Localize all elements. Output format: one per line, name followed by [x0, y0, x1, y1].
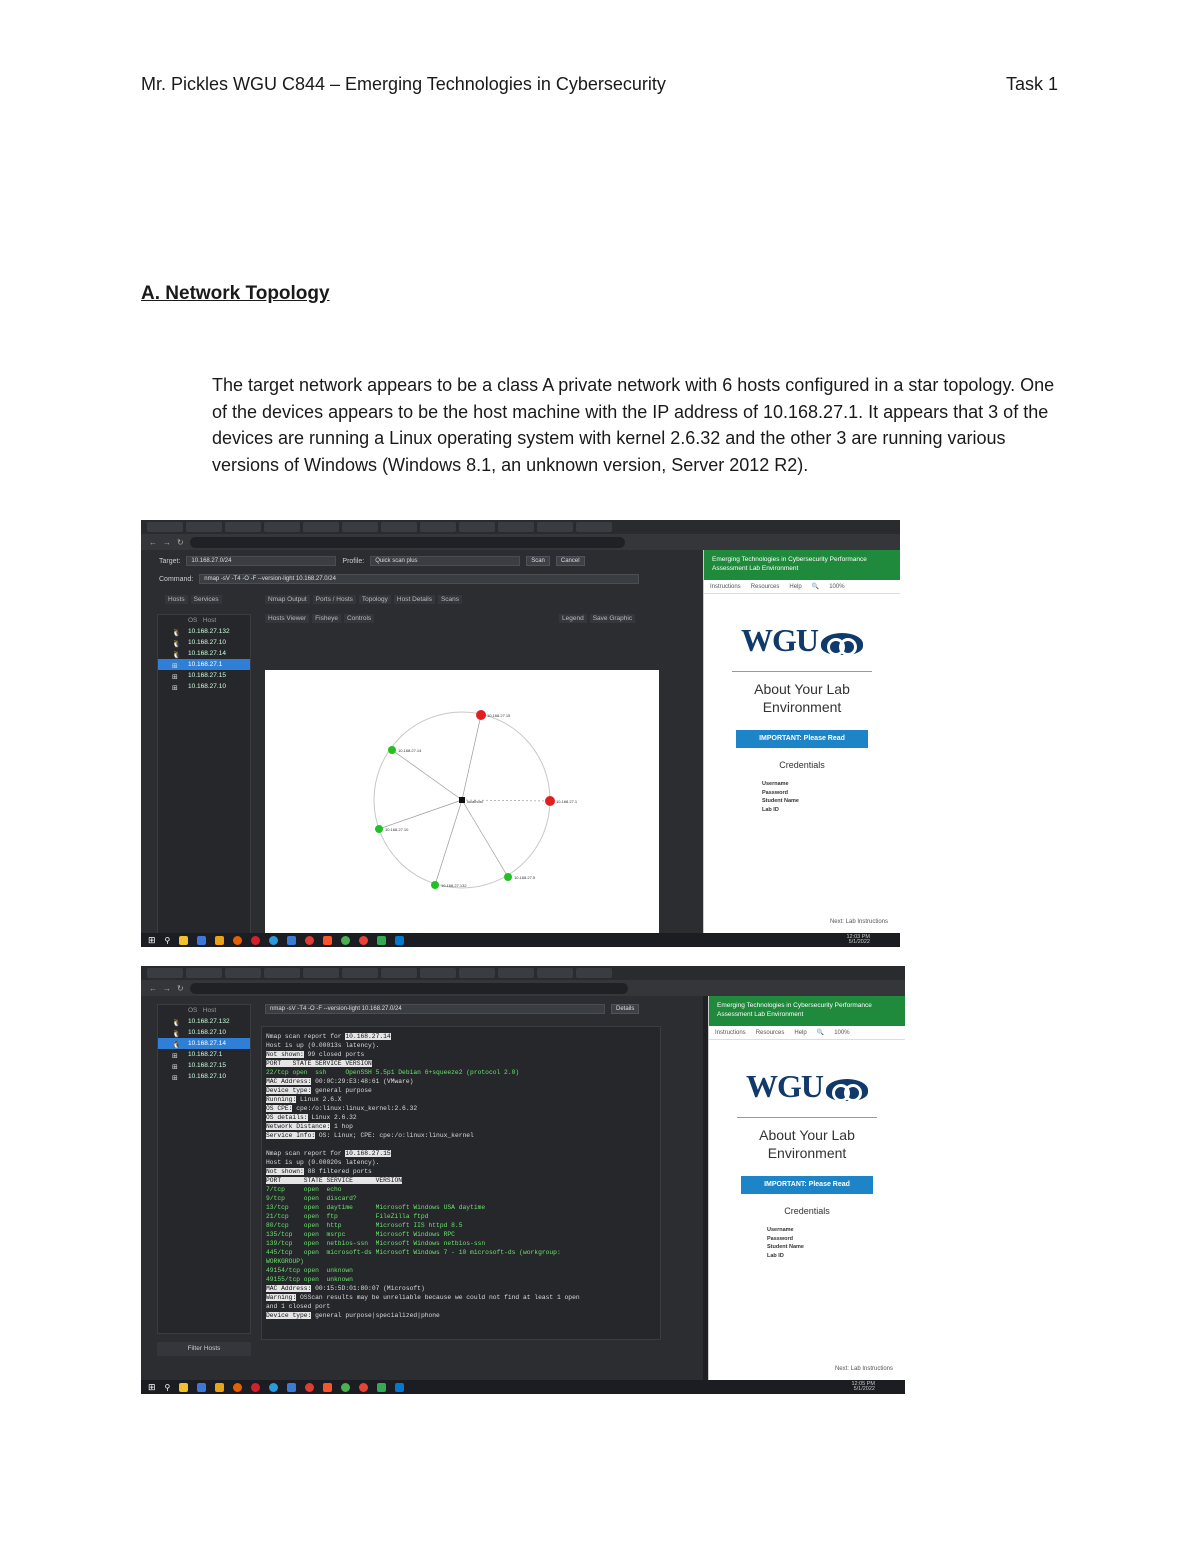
os-column-header[interactable]: OS	[188, 617, 198, 624]
edge-icon[interactable]	[269, 936, 278, 945]
wgu-logo: WGU	[709, 1068, 905, 1105]
about-heading	[709, 1126, 905, 1162]
output-line: 49154/tcp open unknown	[266, 1267, 353, 1274]
student-name-label: Student Name	[762, 798, 799, 804]
side-panel-tabs	[709, 1026, 905, 1040]
credentials-list	[762, 780, 900, 814]
windows-icon: ⊞	[172, 663, 178, 670]
host-row-selected[interactable]	[158, 659, 250, 670]
host-list-header	[158, 1005, 250, 1016]
output-line: Nmap scan report for 10.168.27.14	[266, 1033, 391, 1040]
topology-edge	[462, 715, 481, 800]
profile-label: Profile:	[342, 557, 365, 565]
word-icon[interactable]	[197, 1383, 206, 1392]
topology-toolbar	[265, 614, 374, 623]
browser-tab[interactable]	[459, 968, 495, 978]
output-line: OS CPE: cpe:/o:linux:linux_kernel:2.6.32	[266, 1105, 418, 1112]
output-line: 13/tcp open daytime Microsoft Windows USA daytime	[266, 1204, 486, 1211]
details-button[interactable]: Details	[611, 1004, 639, 1014]
output-line: Host is up (0.00020s latency).	[266, 1159, 380, 1166]
linux-icon: 🐧	[172, 1042, 181, 1049]
topology-node[interactable]	[388, 746, 396, 754]
taskbar-clock	[846, 935, 870, 945]
browser-tab-bar	[141, 966, 905, 980]
scan-button[interactable]: Scan	[526, 556, 550, 566]
chrome-icon[interactable]	[341, 936, 350, 945]
back-icon[interactable]: ←	[149, 537, 157, 547]
tab-ports-hosts[interactable]: Ports / Hosts	[313, 595, 356, 604]
browser-tab[interactable]	[264, 522, 300, 532]
fisheye-button[interactable]: Fisheye	[312, 614, 341, 623]
host-list	[157, 1004, 251, 1334]
section-heading: A. Network Topology	[141, 283, 330, 304]
output-line: Service Info: OS: Linux; CPE: cpe:/o:linux:linux_kernel	[266, 1132, 474, 1139]
side-panel-subtitle: Assessment Lab Environment	[712, 565, 799, 572]
topology-edge	[435, 800, 462, 885]
side-panel-subtitle: Assessment Lab Environment	[717, 1011, 804, 1018]
host-ip: 10.168.27.15	[188, 1062, 226, 1069]
output-line: Not shown: 99 closed ports	[266, 1051, 365, 1058]
chrome-icon[interactable]	[359, 1383, 368, 1392]
host-ip: 10.168.27.1	[188, 661, 223, 668]
word-icon[interactable]	[197, 936, 206, 945]
zoom-level: 100%	[829, 583, 845, 590]
side-panel-header	[709, 996, 905, 1026]
output-line: 9/tcp open discard?	[266, 1195, 357, 1202]
body-paragraph	[212, 372, 1062, 478]
tab-instructions[interactable]: Instructions	[715, 1029, 746, 1036]
output-line: 22/tcp open ssh OpenSSH 5.5p1 Debian 6+squeeze2 (protocol 2.0)	[266, 1069, 520, 1076]
linux-icon: 🐧	[172, 630, 181, 637]
topology-node[interactable]	[545, 796, 555, 806]
topology-node-label: 10.168.27.10	[385, 827, 409, 832]
topology-node[interactable]	[431, 881, 439, 889]
topology-edge	[392, 750, 462, 800]
browser-tab[interactable]	[420, 522, 456, 532]
owl-icon	[826, 1079, 868, 1101]
output-line: and 1 closed port	[266, 1303, 331, 1310]
browser-tab[interactable]	[576, 522, 612, 532]
forward-icon[interactable]: →	[163, 537, 171, 547]
browser-tab[interactable]	[225, 522, 261, 532]
side-panel-tabs	[704, 580, 900, 594]
file-explorer-icon[interactable]	[179, 936, 188, 945]
left-tabs	[165, 595, 222, 604]
legend-button[interactable]: Legend	[559, 614, 587, 623]
zoom-icon[interactable]: 🔍	[816, 1030, 825, 1036]
topology-edge	[462, 800, 508, 877]
profile-select[interactable]: Quick scan plus	[370, 556, 520, 566]
clock-date: 5/1/2022	[848, 939, 870, 945]
output-line: 80/tcp open http Microsoft IIS httpd 8.5	[266, 1222, 463, 1229]
windows-taskbar	[141, 933, 900, 947]
controls-button[interactable]: Controls	[344, 614, 374, 623]
tab-services[interactable]: Services	[191, 595, 222, 604]
tab-nmap-output[interactable]: Nmap Output	[265, 595, 310, 604]
tab-instructions[interactable]: Instructions	[710, 583, 741, 590]
lab-side-panel	[703, 550, 900, 933]
output-line: PORT STATE SERVICE VERSION	[266, 1177, 403, 1184]
about-heading	[704, 680, 900, 716]
app-icon[interactable]	[287, 936, 296, 945]
zenmap-window	[141, 550, 703, 933]
divider	[737, 1117, 877, 1118]
chrome-icon[interactable]	[341, 1383, 350, 1392]
host-row[interactable]	[158, 670, 250, 681]
important-button[interactable]: IMPORTANT: Please Read	[736, 730, 868, 748]
cancel-button[interactable]: Cancel	[556, 556, 585, 566]
browser-tab[interactable]	[147, 968, 183, 978]
opera-icon[interactable]	[251, 1383, 260, 1392]
command-label: Command:	[159, 575, 194, 583]
host-row[interactable]	[158, 681, 250, 692]
clock-time: 12:03 PM	[846, 934, 870, 940]
next-link[interactable]: Next: Lab Instructions	[834, 1366, 893, 1372]
browser-address-bar	[141, 534, 900, 550]
tab-help[interactable]: Help	[794, 1029, 807, 1036]
username-label: Username	[762, 781, 789, 787]
host-ip: 10.168.27.10	[188, 1073, 226, 1080]
about-line-2: Environment	[767, 1145, 847, 1161]
topology-graph[interactable]	[265, 670, 659, 935]
important-button[interactable]: IMPORTANT: Please Read	[741, 1176, 873, 1194]
topology-node[interactable]	[504, 873, 512, 881]
host-ip: 10.168.27.132	[188, 628, 230, 635]
host-row-selected[interactable]	[158, 1038, 250, 1049]
clock-time: 12:05 PM	[851, 1381, 875, 1387]
topology-node-label: 10.168.27.15	[487, 713, 511, 718]
browser-tab[interactable]	[264, 968, 300, 978]
password-label: Password	[762, 789, 788, 796]
linux-icon: 🐧	[172, 1031, 181, 1038]
tab-topology[interactable]: Topology	[359, 595, 391, 604]
browser-tab[interactable]	[147, 522, 183, 532]
windows-taskbar	[141, 1380, 905, 1394]
app-icon[interactable]	[377, 936, 386, 945]
host-list	[157, 614, 251, 946]
host-ip: 10.168.27.10	[188, 639, 226, 646]
host-ip: 10.168.27.10	[188, 1029, 226, 1036]
paragraph-text: The target network appears to be a class A private network with 6 hosts configured in a star topology. One of the devices appears to be the host machine with the IP address of 10.168.27.1. It appears that 3 of the devices are running a Linux operating system with kernel 2.6.32 and the other 3 are running various versions of Windows (Windows 8.1, an unknown version, Server 2012 R2).	[212, 375, 1055, 475]
output-line: 7/tcp open echo	[266, 1186, 342, 1193]
header-task: Task 1	[1005, 74, 1058, 94]
credentials-heading: Credentials	[779, 760, 825, 770]
browser-address-bar	[141, 980, 905, 996]
output-line: MAC Address: 00:0C:29:E3:48:61 (VMware)	[266, 1078, 414, 1085]
reload-icon[interactable]: ↻	[177, 537, 184, 547]
command-row	[141, 572, 703, 586]
url-field[interactable]	[190, 537, 626, 548]
command-select[interactable]: nmap -sV -T4 -O -F --version-light 10.168.27.0/24	[265, 1004, 605, 1014]
host-row[interactable]	[158, 1027, 250, 1038]
password-label: Password	[767, 1235, 793, 1242]
hosts-viewer-button[interactable]: Hosts Viewer	[265, 614, 309, 623]
tab-hosts[interactable]: Hosts	[165, 595, 188, 604]
host-ip: 10.168.27.10	[188, 683, 226, 690]
browser-tab[interactable]	[576, 968, 612, 978]
start-icon[interactable]: ⊞	[148, 934, 156, 945]
vivaldi-icon[interactable]	[305, 1383, 314, 1392]
host-row[interactable]	[158, 626, 250, 637]
windows-icon: ⊞	[172, 674, 178, 681]
brave-icon[interactable]	[323, 1383, 332, 1392]
browser-tab[interactable]	[459, 522, 495, 532]
divider	[732, 671, 872, 672]
windows-icon: ⊞	[172, 1075, 178, 1082]
topology-edge	[379, 800, 462, 829]
linux-icon: 🐧	[172, 652, 181, 659]
host-ip: 10.168.27.1	[188, 1051, 223, 1058]
tab-host-details[interactable]: Host Details	[394, 595, 435, 604]
browser-tab[interactable]	[420, 968, 456, 978]
browser-tab[interactable]	[303, 522, 339, 532]
owl-icon	[821, 633, 863, 655]
host-column-header[interactable]: Host	[202, 617, 217, 624]
lab-id-label: Lab ID	[767, 1252, 784, 1259]
output-line: 135/tcp open msrpc Microsoft Windows RPC	[266, 1231, 455, 1238]
about-line-2: Environment	[762, 699, 842, 715]
tab-resources[interactable]: Resources	[755, 1029, 785, 1036]
output-line: 445/tcp open microsoft-ds Microsoft Windows 7 - 10 microsoft-ds (workgroup:	[266, 1249, 561, 1256]
host-list-header	[158, 615, 250, 626]
os-column-header[interactable]: OS	[188, 1007, 198, 1014]
username-label: Username	[767, 1227, 794, 1233]
browser-tab[interactable]	[342, 968, 378, 978]
browser-tab[interactable]	[186, 522, 222, 532]
browser-tab[interactable]	[381, 968, 417, 978]
zoom-icon[interactable]: 🔍	[811, 584, 820, 590]
windows-icon: ⊞	[172, 1064, 178, 1071]
start-icon[interactable]: ⊞	[148, 1381, 156, 1392]
output-line: 21/tcp open ftp FileZilla ftpd	[266, 1213, 429, 1220]
brave-icon[interactable]	[323, 936, 332, 945]
target-row	[141, 554, 703, 568]
host-row[interactable]	[158, 637, 250, 648]
app-icon[interactable]	[215, 936, 224, 945]
zenmap-window	[141, 996, 703, 1380]
output-line: MAC Address: 00:15:5D:01:80:07 (Microsoft)	[266, 1285, 425, 1292]
host-row[interactable]	[158, 1016, 250, 1027]
output-line: Network Distance: 1 hop	[266, 1123, 353, 1130]
output-line: PORT STATE SERVICE VERSION	[266, 1060, 372, 1067]
lab-id-label: Lab ID	[762, 806, 779, 813]
topology-node[interactable]	[375, 825, 383, 833]
output-line: Host is up (0.00013s latency).	[266, 1042, 380, 1049]
windows-icon: ⊞	[172, 685, 178, 692]
topology-node-label: 10.168.27.132	[441, 883, 467, 888]
tab-help[interactable]: Help	[789, 583, 802, 590]
host-ip: 10.168.27.14	[188, 1040, 226, 1047]
output-line: Device type: general purpose	[266, 1087, 372, 1094]
credentials-heading: Credentials	[784, 1206, 830, 1216]
tab-scans[interactable]: Scans	[438, 595, 462, 604]
file-explorer-icon[interactable]	[179, 1383, 188, 1392]
output-line: Nmap scan report for 10.168.27.15	[266, 1150, 391, 1157]
search-icon[interactable]: ⚲	[164, 935, 171, 945]
browser-tab[interactable]	[381, 522, 417, 532]
linux-icon: 🐧	[172, 641, 181, 648]
url-field[interactable]	[190, 983, 628, 994]
output-line: 49155/tcp open unknown	[266, 1276, 353, 1283]
browser-tab[interactable]	[303, 968, 339, 978]
command-input[interactable]: nmap -sV -T4 -O -F --version-light 10.168.27.0/24	[199, 574, 639, 584]
lab-side-panel	[708, 996, 905, 1380]
topology-node-label: 10.168.27.14	[398, 748, 422, 753]
clock-date: 5/1/2022	[853, 1386, 875, 1392]
taskbar-clock	[851, 1382, 875, 1392]
target-input[interactable]: 10.168.27.0/24	[186, 556, 336, 566]
header-title: Mr. Pickles WGU C844 – Emerging Technologies in Cybersecurity	[141, 74, 666, 94]
vivaldi-icon[interactable]	[305, 936, 314, 945]
output-line: Running: Linux 2.6.X	[266, 1096, 342, 1103]
host-row[interactable]	[158, 648, 250, 659]
about-line-1: About Your Lab	[759, 1127, 855, 1143]
edge-icon[interactable]	[269, 1383, 278, 1392]
back-icon[interactable]: ←	[149, 983, 157, 993]
host-row[interactable]	[158, 1071, 250, 1082]
zoom-level: 100%	[834, 1029, 850, 1036]
linux-icon: 🐧	[172, 1020, 181, 1027]
nmap-output-console[interactable]	[261, 1026, 661, 1340]
about-line-1: About Your Lab	[754, 681, 850, 697]
browser-tab[interactable]	[186, 968, 222, 978]
wgu-logo: WGU	[704, 622, 900, 659]
firefox-icon[interactable]	[233, 936, 242, 945]
host-ip: 10.168.27.15	[188, 672, 226, 679]
firefox-icon[interactable]	[233, 1383, 242, 1392]
chrome-icon[interactable]	[359, 936, 368, 945]
app-icon[interactable]	[395, 936, 404, 945]
output-line: 139/tcp open netbios-ssn Microsoft Windows netbios-ssn	[266, 1240, 486, 1247]
browser-tab[interactable]	[225, 968, 261, 978]
browser-tab[interactable]	[498, 522, 534, 532]
opera-icon[interactable]	[251, 936, 260, 945]
output-line: Warning: OSScan results may be unreliable because we could not find at least 1 open	[266, 1294, 580, 1301]
output-line: WORKGROUP)	[266, 1258, 304, 1265]
center-node[interactable]	[459, 797, 465, 803]
screenshot-zenmap-output	[141, 966, 905, 1394]
filter-hosts-button[interactable]: Filter Hosts	[157, 1342, 251, 1356]
windows-icon: ⊞	[172, 1053, 178, 1060]
output-line: Device type: general purpose|specialized|phone	[266, 1312, 440, 1319]
host-ip: 10.168.27.14	[188, 650, 226, 657]
tab-resources[interactable]: Resources	[750, 583, 780, 590]
side-panel-title: Emerging Technologies in Cybersecurity Performance	[712, 556, 867, 563]
side-panel-title: Emerging Technologies in Cybersecurity Performance	[717, 1002, 872, 1009]
credentials-list	[767, 1226, 905, 1260]
search-icon[interactable]: ⚲	[164, 1382, 171, 1392]
browser-tab-bar	[141, 520, 900, 534]
app-icon[interactable]	[377, 1383, 386, 1392]
topology-toolbar-right	[559, 614, 635, 623]
host-row[interactable]	[158, 1060, 250, 1071]
host-column-header[interactable]: Host	[202, 1007, 217, 1014]
browser-tab[interactable]	[537, 522, 573, 532]
forward-icon[interactable]: →	[163, 983, 171, 993]
output-line: OS details: Linux 2.6.32	[266, 1114, 357, 1121]
topology-node[interactable]	[476, 710, 486, 720]
app-icon[interactable]	[395, 1383, 404, 1392]
app-icon[interactable]	[215, 1383, 224, 1392]
browser-tab[interactable]	[342, 522, 378, 532]
student-name-label: Student Name	[767, 1244, 804, 1250]
app-icon[interactable]	[287, 1383, 296, 1392]
target-label: Target:	[159, 557, 181, 565]
side-panel-header	[704, 550, 900, 580]
save-graphic-button[interactable]: Save Graphic	[590, 614, 635, 623]
output-line: Not shown: 88 filtered ports	[266, 1168, 372, 1175]
topology-node-label: 10.168.27.1	[556, 799, 578, 804]
screenshot-zenmap-topology	[141, 520, 900, 947]
reload-icon[interactable]: ↻	[177, 983, 184, 993]
topology-svg	[265, 670, 659, 935]
next-link[interactable]: Next: Lab Instructions	[829, 919, 888, 925]
topology-node-label: 10.168.27.5	[514, 875, 536, 880]
center-node-label: localhost	[467, 799, 483, 804]
browser-tab[interactable]	[498, 968, 534, 978]
browser-tab[interactable]	[537, 968, 573, 978]
host-ip: 10.168.27.132	[188, 1018, 230, 1025]
result-tabs	[265, 595, 462, 604]
host-row[interactable]	[158, 1049, 250, 1060]
